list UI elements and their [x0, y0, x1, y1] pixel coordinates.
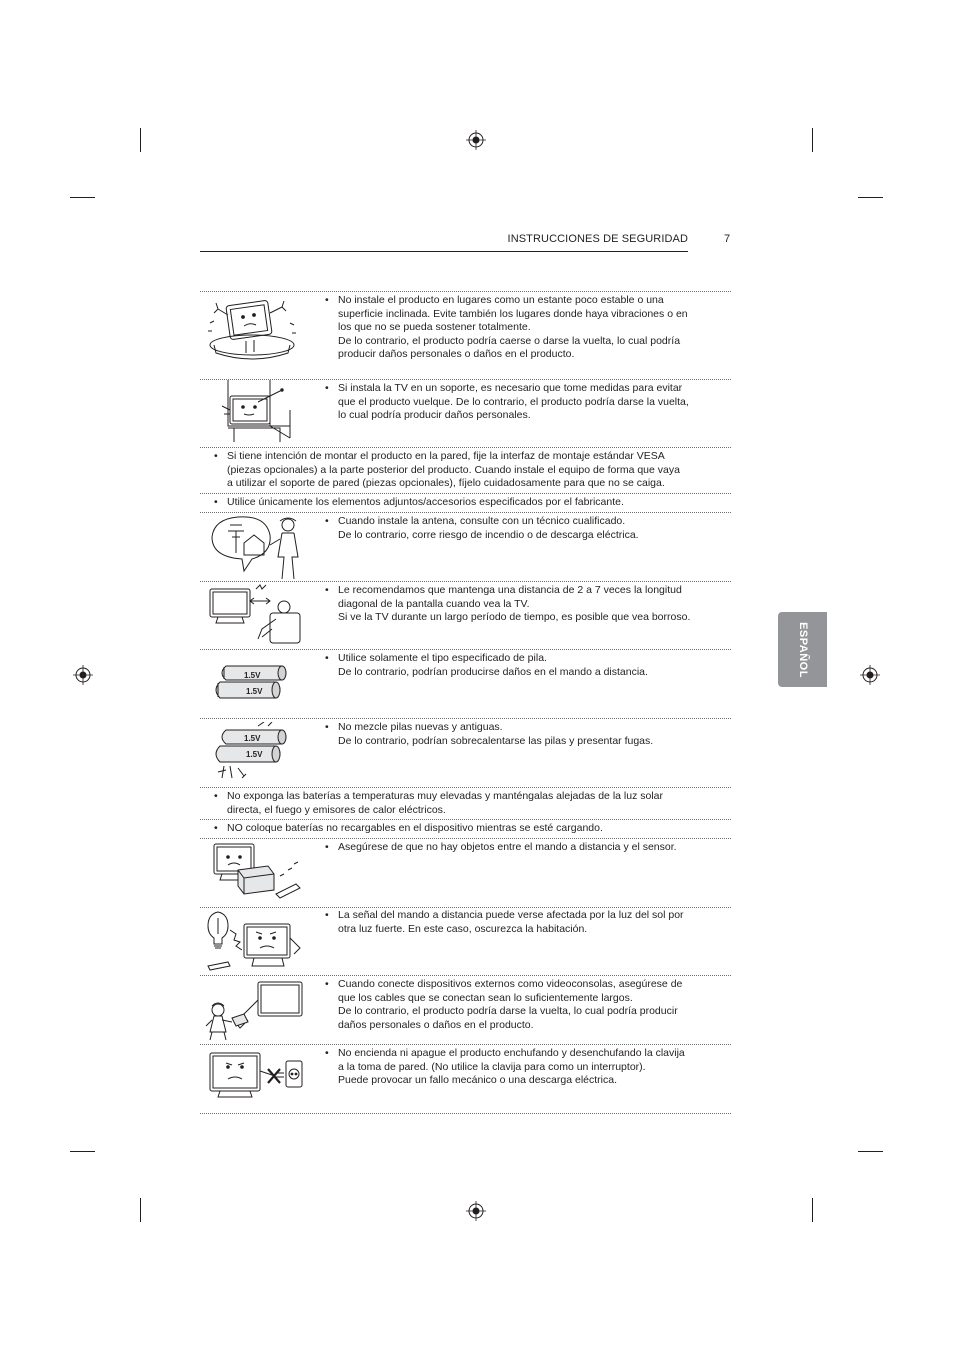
crop-mark-bottom-right-h	[858, 1151, 883, 1152]
section-title: INSTRUCCIONES DE SEGURIDAD	[507, 233, 688, 245]
row-separator	[200, 581, 731, 582]
safety-item: • Le recomendamos que mantenga una distancia de 2 a 7 veces la longitud diagonal de la pantalla cuando vea la TV. Si ve la TV durante un largo período de tiempo, es posible que vea borroso.	[325, 584, 691, 623]
safety-item: • No exponga las baterías a temperaturas muy elevadas y manténgalas alejadas de la luz solar directa, el fuego y emisores de calor eléctricos.	[214, 790, 664, 816]
crop-mark-top-right-h	[858, 197, 883, 198]
unstable-shelf-tv-illustration	[206, 293, 298, 365]
bullet: •	[325, 584, 329, 596]
cables-child-illustration	[204, 978, 304, 1042]
bullet: •	[325, 841, 329, 853]
registration-mark-bottom-icon	[466, 1201, 486, 1221]
safety-item: • No instale el producto en lugares como un estante poco estable o una superficie inclinada. Evite también los lugares donde haya vibraciones o en los que no se pueda sostener totalmente. De lo contrario, el producto podría caerse o darse la vuelta, lo cual podría producir daños personales o daños en el producto.	[325, 294, 688, 360]
plug-switch-illustration	[206, 1047, 306, 1109]
crop-mark-top-left-v	[140, 128, 141, 152]
language-tab	[778, 612, 827, 687]
bullet: •	[325, 294, 329, 306]
battery-label: 1.5V	[244, 671, 261, 680]
row-separator	[200, 291, 731, 292]
mixed-batteries-illustration	[214, 722, 296, 780]
crop-mark-top-right-v	[812, 128, 813, 152]
bullet: •	[325, 382, 329, 394]
tv-stand-wall-illustration	[208, 380, 292, 444]
remote-obstacle-illustration	[208, 840, 304, 906]
bullet: •	[325, 652, 329, 664]
battery-label: 1.5V	[244, 734, 261, 743]
row-separator	[200, 1044, 731, 1045]
safety-item: • Asegúrese de que no hay objetos entre el mando a distancia y el sensor.	[325, 841, 677, 853]
viewing-distance-illustration	[206, 583, 302, 647]
registration-mark-left-icon	[73, 665, 93, 685]
bullet: •	[214, 450, 218, 462]
row-separator	[200, 649, 731, 650]
row-separator	[200, 819, 731, 820]
safety-item: • Cuando instale la antena, consulte con un técnico cualificado. De lo contrario, corre riesgo de incendio o de descarga eléctrica.	[325, 515, 639, 541]
safety-item: • No encienda ni apague el producto enchufando y desenchufando la clavija a la toma de pared. (No utilice la clavija para como un interruptor). Puede provocar un fallo mecánico o una descarga eléctrica.	[325, 1047, 685, 1086]
safety-item: • La señal del mando a distancia puede verse afectada por la luz del sol por otra luz fuerte. En este caso, oscurezca la habitación.	[325, 909, 684, 935]
safety-item: • Cuando conecte dispositivos externos como videoconsolas, asegúrese de que los cables que se conectan sean lo suficientemente largos. De lo contrario, el producto podría darse la vuelta, lo cual podría producir daños personales o daños en el producto.	[325, 978, 683, 1031]
bullet: •	[325, 978, 329, 990]
crop-mark-bottom-right-v	[812, 1198, 813, 1222]
bullet: •	[325, 1047, 329, 1059]
page-number: 7	[724, 233, 731, 245]
battery-label: 1.5V	[246, 687, 263, 696]
row-separator	[200, 787, 731, 788]
crop-mark-bottom-left-v	[140, 1198, 141, 1222]
safety-item: • Utilice solamente el tipo especificado de pila. De lo contrario, podrían producirse daños en el mando a distancia.	[325, 652, 648, 678]
batteries-illustration	[214, 656, 296, 706]
bullet: •	[214, 822, 218, 834]
bullet: •	[325, 721, 329, 733]
bullet: •	[325, 515, 329, 527]
bullet: •	[325, 909, 329, 921]
strong-light-tv-illustration	[204, 908, 304, 974]
safety-item: • Si tiene intención de montar el producto en la pared, fije la interfaz de montaje estándar VESA (piezas opcionales) a la parte posterior del producto. Cuando instale el equipo de forma que vaya a utilizar el soporte de pared (piezas opcionales), fíjelo cuidadosamente para que no se caiga.	[214, 450, 680, 489]
safety-item: • Utilice únicamente los elementos adjuntos/accesorios especificados por el fabricante.	[214, 496, 624, 508]
battery-label: 1.5V	[246, 750, 263, 759]
row-separator	[200, 493, 731, 494]
row-separator	[200, 447, 731, 448]
row-separator	[200, 975, 731, 976]
safety-item: • No mezcle pilas nuevas y antiguas. De lo contrario, podrían sobrecalentarse las pilas y presentar fugas.	[325, 721, 654, 747]
safety-item: • NO coloque baterías no recargables en el dispositivo mientras se esté cargando.	[214, 822, 603, 834]
page-header	[200, 232, 688, 252]
registration-mark-right-icon	[860, 665, 880, 685]
row-separator	[200, 1113, 731, 1114]
row-separator	[200, 838, 731, 839]
row-separator	[200, 718, 731, 719]
antenna-technician-illustration	[208, 513, 304, 581]
crop-mark-bottom-left-h	[70, 1151, 95, 1152]
bullet: •	[214, 790, 218, 802]
language-tab-label: ESPAÑOL	[796, 621, 809, 678]
bullet: •	[214, 496, 218, 508]
registration-mark-top-icon	[466, 130, 486, 150]
safety-item: • Si instala la TV en un soporte, es necesario que tome medidas para evitar que el producto vuelque. De lo contrario, el producto podría darse la vuelta, lo cual podría producir daños personales.	[325, 382, 689, 421]
crop-mark-top-left-h	[70, 197, 95, 198]
